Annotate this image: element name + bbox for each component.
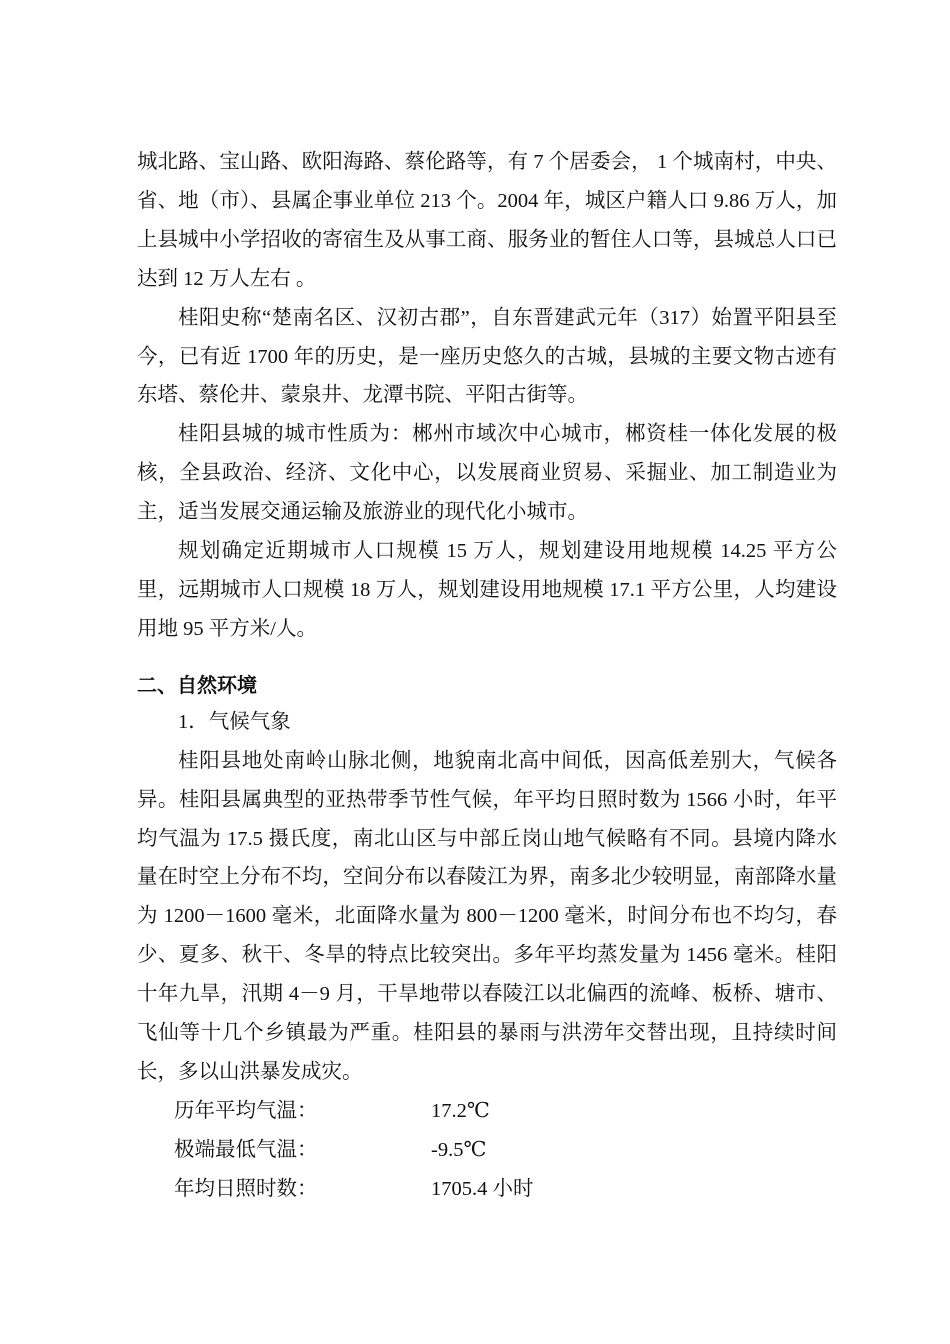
stat-label: 极端最低气温： — [174, 1138, 318, 1161]
stat-row-min-temp — [137, 1131, 837, 1170]
intro-paragraph-3: 桂阳县城的城市性质为：郴州市域次中心城市，郴资桂一体化发展的极核，全县政治、经济、文化中心，以发展商业贸易、采掘业、加工制造业为主，适当发展交通运输及旅游业的现代化小城市。 — [137, 423, 837, 524]
stat-row-avg-temp — [137, 1092, 837, 1131]
stat-row-sunshine — [137, 1170, 837, 1209]
document-body — [137, 143, 837, 1209]
stat-label: 历年平均气温： — [174, 1099, 318, 1122]
stat-value: 1705.4 小时 — [431, 1177, 534, 1200]
stat-value: 17.2℃ — [431, 1099, 490, 1122]
intro-paragraph-2: 桂阳史称“楚南名区、汉初古郡”，自东晋建武元年（317）始置平阳县至今，已有近 1700 年的历史，是一座历史悠久的古城，县城的主要文物古迹有东塔、蔡伦井、蒙泉井、龙潭书院、平阳古街等。 — [137, 306, 837, 407]
section-heading: 二、自然环境 — [137, 672, 257, 697]
climate-stats-list — [137, 1092, 837, 1209]
stat-value: -9.5℃ — [431, 1138, 487, 1161]
stat-label: 年均日照时数： — [174, 1177, 318, 1200]
climate-paragraph: 桂阳县地处南岭山脉北侧，地貌南北高中间低，因高低差别大，气候各异。桂阳县属典型的亚热带季节性气候，年平均日照时数为 1566 小时，年平均气温为 17.5 摄氏度，南北山区与中部丘岗山地气候略有不同。县境内降水量在时空上分布不均，空间分布以春陵江为界，南多北少较明显，南部降水量为 1200－1600 毫米，北面降水量为 800－1200 毫米，时间分布也不均匀，春少、夏多、秋干、冬旱的特点比较突出。多年平均蒸发量为 1456 毫米。桂阳十年九旱，汛期 4－9 月，干旱地带以春陵江以北偏西的流峰、板桥、塘市、飞仙等十几个乡镇最为严重。桂阳县的暴雨与洪涝年交替出现，且持续时间长，多以山洪暴发成灾。 — [137, 749, 837, 1083]
subsection-heading: 1．气候气象 — [178, 710, 291, 733]
intro-paragraph-4: 规划确定近期城市人口规模 15 万人，规划建设用地规模 14.25 平方公里，远期城市人口规模 18 万人，规划建设用地规模 17.1 平方公里，人均建设用地 95 平方米/人。 — [137, 540, 837, 640]
intro-paragraph-1: 城北路、宝山路、欧阳海路、蔡伦路等，有 7 个居委会， 1 个城南村，中央、省、地（市）、县属企事业单位 213 个。2004 年，城区户籍人口 9.86 万人，加上县城中小学招收的寄宿生及从事工商、服务业的暂住人口等，县城总人口已达到 12 万人左右 。 — [137, 151, 837, 290]
